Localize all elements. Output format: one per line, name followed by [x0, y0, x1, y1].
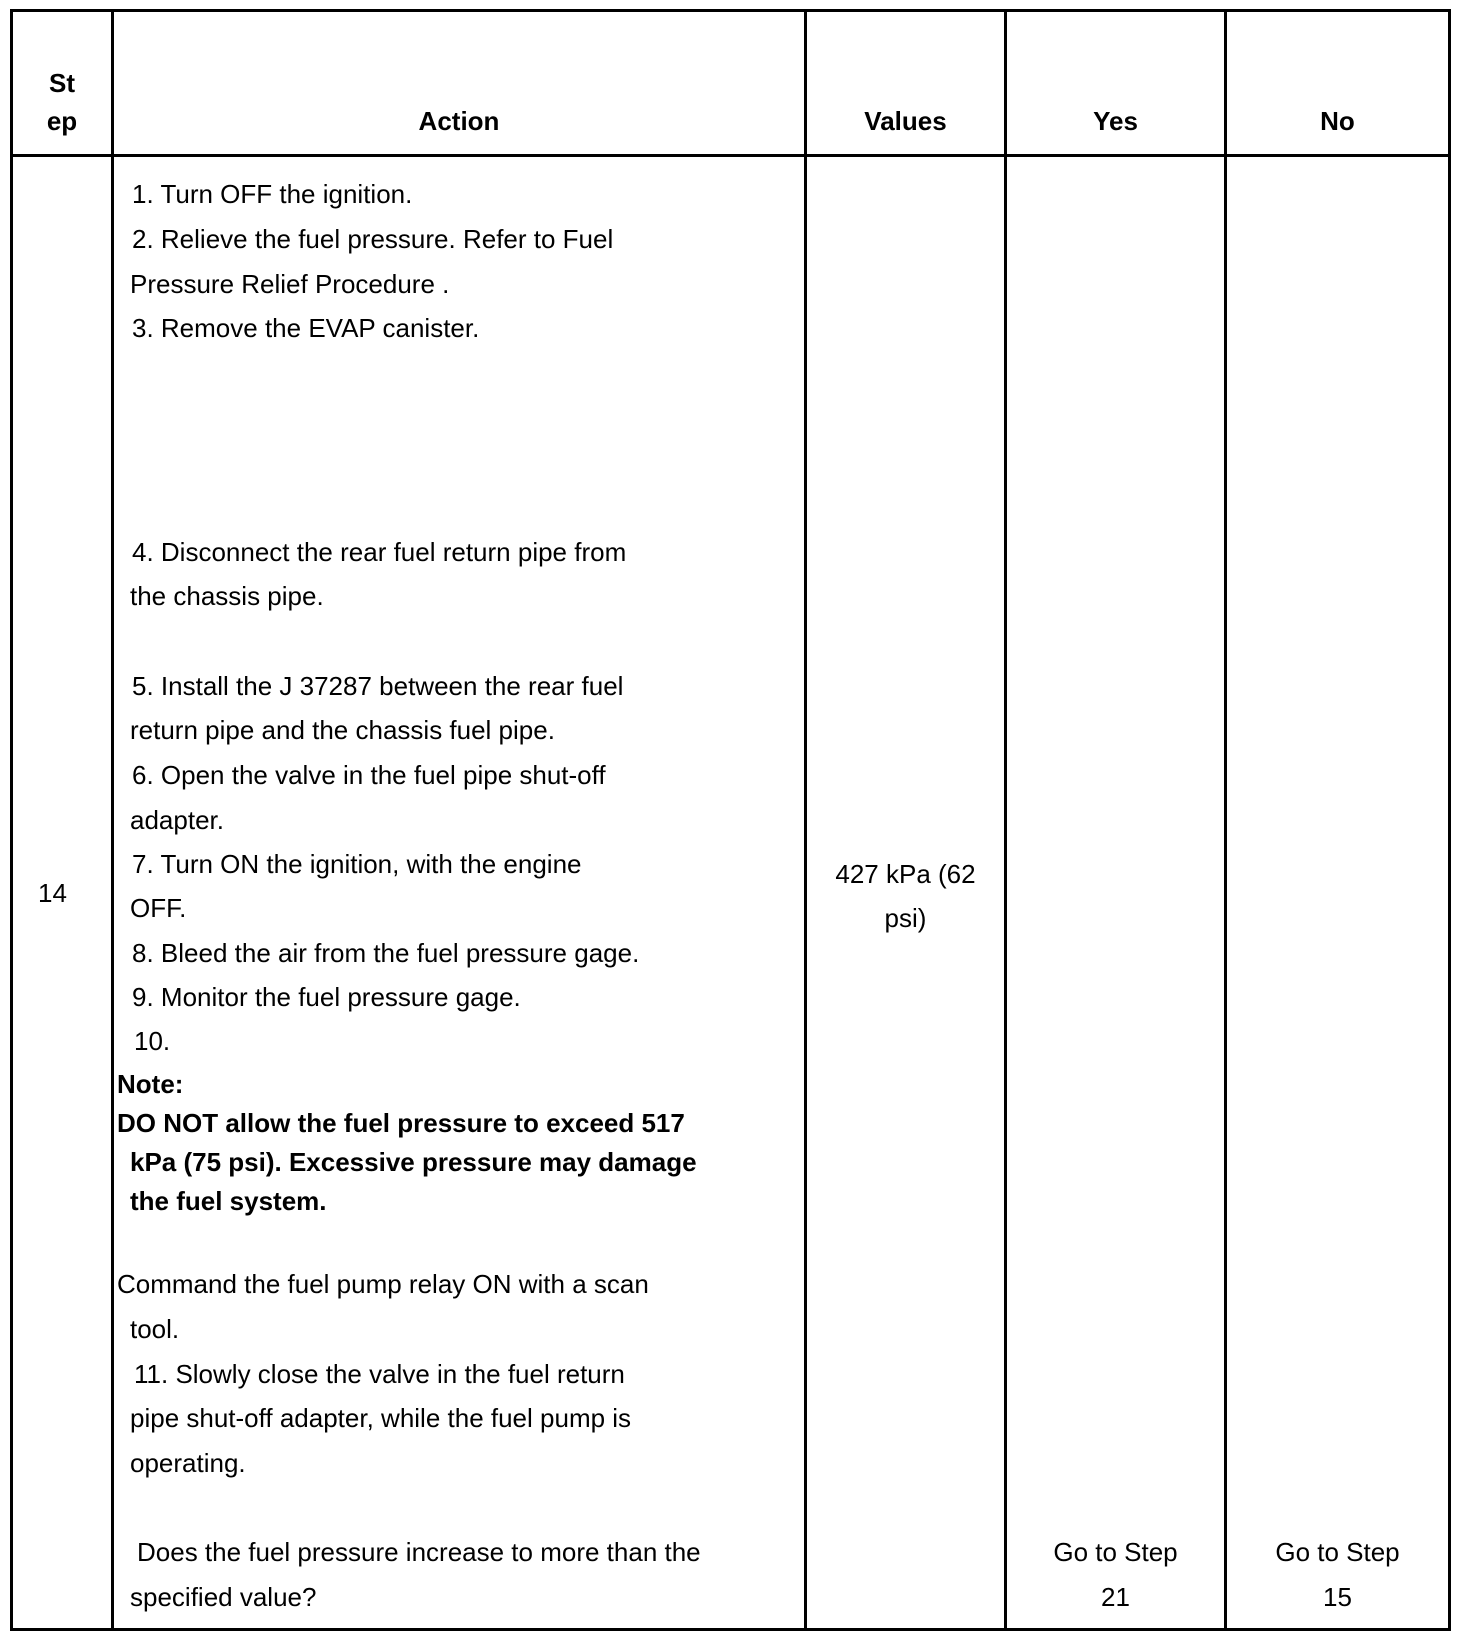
action-line: pipe shut-off adapter, while the fuel pump is	[130, 1403, 632, 1433]
no-line: Go to Step	[1275, 1537, 1400, 1567]
action-line: 3. Remove the EVAP canister.	[132, 313, 480, 343]
step-number: 14	[38, 878, 67, 908]
note-label: Note:	[117, 1069, 184, 1099]
action-line: tool.	[130, 1314, 180, 1344]
action-line: Command the fuel pump relay ON with a scan	[117, 1269, 649, 1299]
action-line: 6. Open the valve in the fuel pipe shut-off	[132, 760, 606, 790]
header-values: Values	[864, 106, 947, 136]
note-line: DO NOT allow the fuel pressure to exceed 517	[117, 1108, 685, 1138]
column-divider	[804, 9, 807, 1631]
action-line: 2. Relieve the fuel pressure. Refer to Fuel	[132, 224, 614, 254]
value-line: 427 kPa (62	[835, 859, 976, 889]
column-divider	[1004, 9, 1007, 1631]
header-step-line: ep	[46, 106, 78, 136]
value-line: psi)	[884, 903, 927, 933]
action-line: return pipe and the chassis fuel pipe.	[130, 715, 555, 745]
action-line: OFF.	[130, 893, 187, 923]
action-line: 5. Install the J 37287 between the rear fuel	[132, 671, 624, 701]
action-line: 1. Turn OFF the ignition.	[132, 179, 413, 209]
action-line: the chassis pipe.	[130, 581, 324, 611]
header-no: No	[1320, 106, 1355, 136]
header-action: Action	[418, 106, 500, 136]
header-step	[13, 64, 111, 140]
header-divider	[10, 154, 1451, 157]
action-line: 9. Monitor the fuel pressure gage.	[132, 982, 521, 1012]
action-line: 10.	[134, 1026, 171, 1056]
action-line: Pressure Relief Procedure .	[130, 269, 450, 299]
no-line: 15	[1323, 1582, 1352, 1612]
action-line: 8. Bleed the air from the fuel pressure gage.	[132, 938, 640, 968]
action-line: operating.	[130, 1448, 246, 1478]
question-line: specified value?	[130, 1582, 317, 1612]
yes-line: Go to Step	[1053, 1537, 1178, 1567]
column-divider	[111, 9, 114, 1631]
yes-line: 21	[1101, 1582, 1130, 1612]
note-line: kPa (75 psi). Excessive pressure may damage	[130, 1147, 697, 1177]
column-divider	[1224, 9, 1227, 1631]
action-line: 11. Slowly close the valve in the fuel return	[134, 1359, 625, 1389]
header-step-line: St	[49, 68, 75, 98]
action-line: 7. Turn ON the ignition, with the engine	[132, 849, 582, 879]
action-line: 4. Disconnect the rear fuel return pipe from	[132, 537, 627, 567]
note-line: the fuel system.	[130, 1186, 327, 1216]
action-line: adapter.	[130, 805, 224, 835]
question-line: Does the fuel pressure increase to more than the	[137, 1537, 701, 1567]
header-yes: Yes	[1093, 106, 1138, 136]
